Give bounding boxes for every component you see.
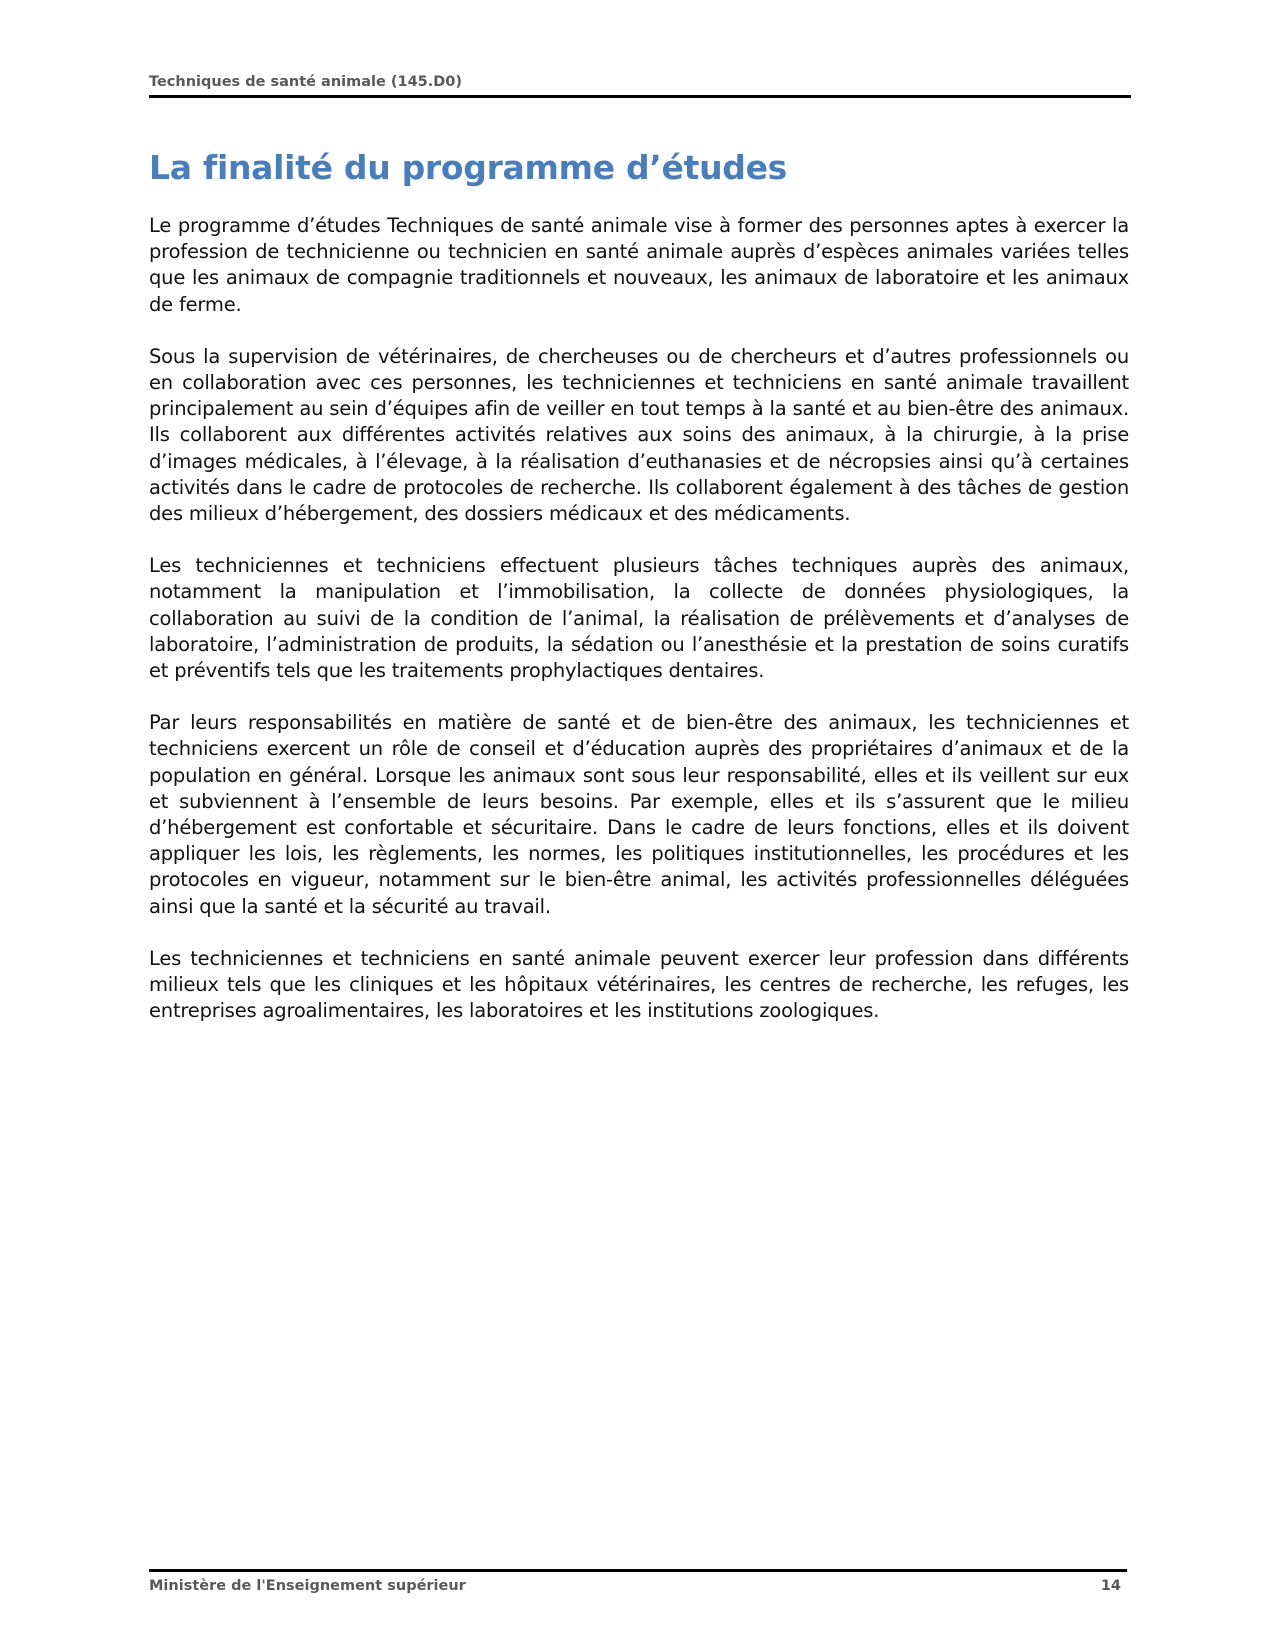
paragraph: Par leurs responsabilités en matière de santé et de bien-être des animaux, les techniciennes et techniciens exercent un rôle de conseil et d’éducation auprès des propriétaires d’animaux et de la population en général. Lorsque les animaux sont sous leur responsabilité, elles et ils veillent sur eux et subviennent à l’ensemble de leurs besoins. Par exemple, elles et ils s’assurent que le milieu d’hébergement est confortable et sécuritaire. Dans le cadre de leurs fonctions, elles et ils doivent appliquer les lois, les règlements, les normes, les politiques institutionnelles, les procédures et les protocoles en vigueur, notamment sur le bien-être animal, les activités professionnelles déléguées ainsi que la santé et la sécurité au travail. [149, 711, 1129, 918]
body-text [149, 213, 1129, 1050]
page-footer [149, 1569, 1127, 1594]
running-header [149, 74, 1131, 98]
paragraph: Les techniciennes et techniciens effectuent plusieurs tâches techniques auprès des animaux, notamment la manipulation et l’immobilisation, la collecte de données physiologiques, la collaboration au suivi de la condition de l’animal, la réalisation de prélèvements et d’analyses de laboratoire, l’administration de produits, la sédation ou l’anesthésie et la prestation de soins curatifs et préventifs tels que les traitements prophylactiques dentaires. [149, 554, 1129, 683]
running-title: Techniques de santé animale (145.D0) [149, 74, 463, 90]
paragraph: Sous la supervision de vétérinaires, de chercheuses ou de chercheurs et d’autres professionnels ou en collaboration avec ces personnes, les techniciennes et techniciens en santé animale travaillent principalement au sein d’équipes afin de veiller en tout temps à la santé et au bien-être des animaux. Ils collaborent aux différentes activités relatives aux soins des animaux, à la chirurgie, à la prise d’images médicales, à l’élevage, à la réalisation d’euthanasies et de nécropsies ainsi qu’à certaines activités dans le cadre de protocoles de recherche. Ils collaborent également à des tâches de gestion des milieux d’hébergement, des dossiers médicaux et des médicaments. [149, 344, 1129, 526]
paragraph: Les techniciennes et techniciens en santé animale peuvent exercer leur profession dans différents milieux tels que les cliniques et les hôpitaux vétérinaires, les centres de recherche, les refuges, les entreprises agroalimentaires, les laboratoires et les institutions zoologiques. [149, 946, 1129, 1023]
page-title: La finalité du programme d’études [149, 148, 788, 187]
page-number: 14 [1100, 1578, 1121, 1594]
paragraph: Le programme d’études Techniques de santé animale vise à former des personnes aptes à exercer la profession de technicienne ou technicien en santé animale auprès d’espèces animales variées telles que les animaux de compagnie traditionnels et nouveaux, les animaux de laboratoire et les animaux de ferme. [149, 214, 1129, 316]
footer-publisher: Ministère de l'Enseignement supérieur [149, 1578, 466, 1594]
